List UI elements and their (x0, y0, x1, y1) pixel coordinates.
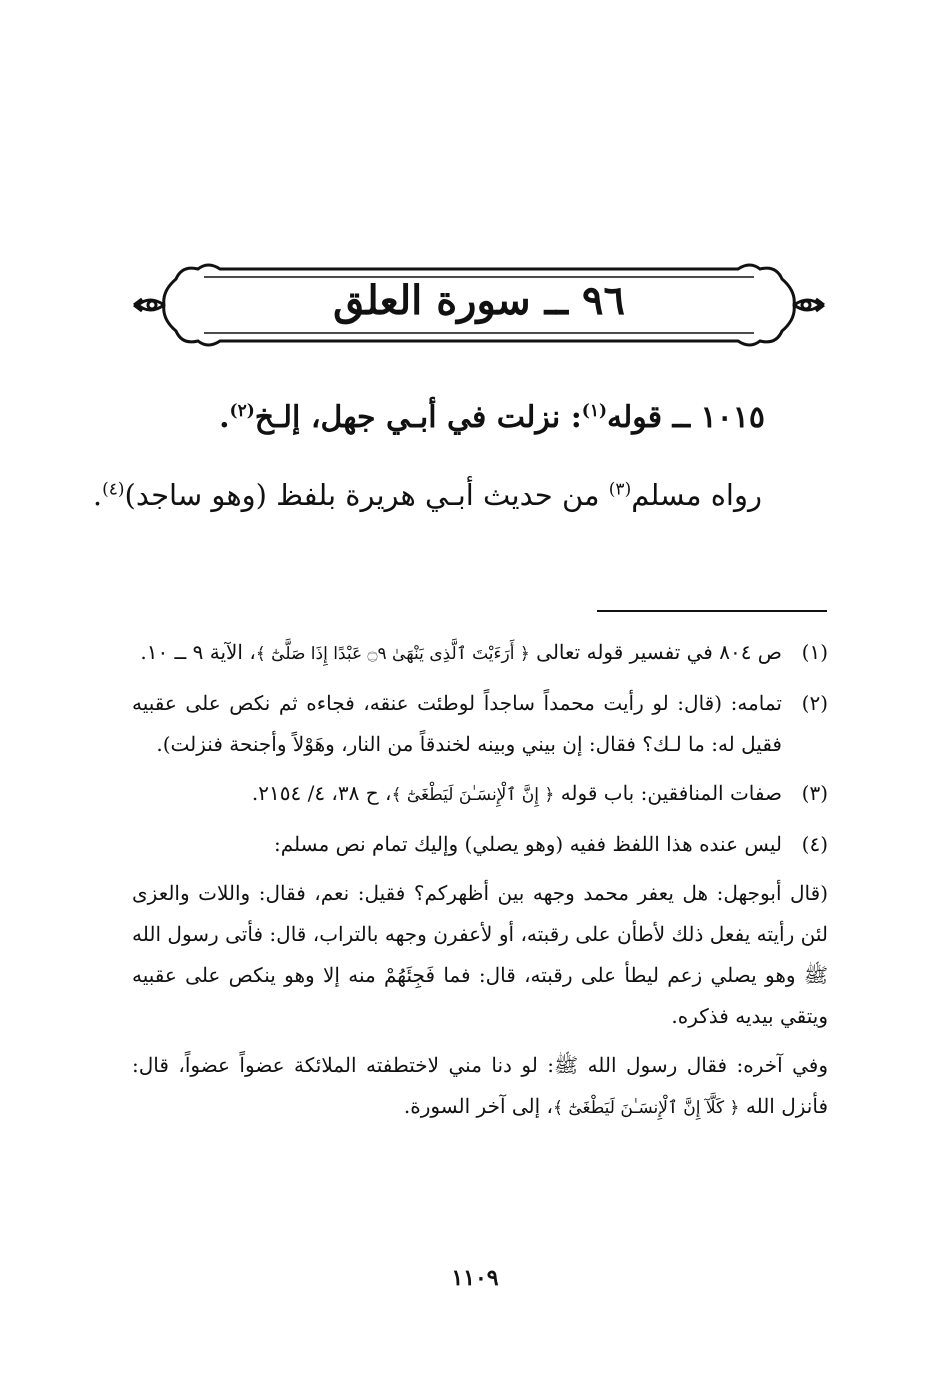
entry-line-2 (92, 478, 762, 512)
quran-verse: ﴿ كَلَّآ إِنَّ ٱلْإِنسَـٰنَ لَيَطْغَىٰٓ ﴾ (553, 1098, 740, 1118)
surah-title-frame (128, 255, 830, 355)
quran-verse: ﴿ إِنَّ ٱلْإِنسَـٰنَ لَيَطْغَىٰٓ ﴾ (391, 785, 555, 805)
narration-end-period: . (92, 478, 103, 512)
quran-verse: ﴿ أَرَءَيْتَ ٱلَّذِى يَنْهَىٰ ۝٩ عَبْدًا إِذَا صَلَّىٰٓ ﴾ (255, 644, 530, 664)
footnote-ref-2: (٢) (229, 401, 255, 421)
narration-text: رواه مسلم (631, 478, 762, 512)
footnote-1 (132, 632, 828, 675)
entry-end-period: . (219, 400, 230, 435)
footnote-3 (132, 773, 828, 816)
closing-text-end: ، إلى آخر السورة. (403, 1094, 553, 1118)
footnote-text: تمامه: (قال: لو رأيت محمداً ساجداً لوطئت عنقه، فجاءه ثم نكص على عقبيه فقيل له: ما لـك؟ فقال: إن بيني وبينه لخندقاً من النار، وهَوْلاً وأجنحة فنزلت). (132, 691, 782, 756)
entry-text: : نزلت في أبـي جهل، إلـخ (254, 400, 582, 435)
footnote-4 (132, 824, 828, 865)
entry-number-and-text: ١٠١٥ ــ قوله (607, 400, 765, 435)
footnote-text-end: ، الآية ٩ ــ ١٠. (140, 640, 256, 664)
surah-title: ٩٦ ــ سورة العلق (333, 277, 625, 324)
footnote-text: ص ٨٠٤ في تفسير قوله تعالى (536, 640, 782, 664)
footnote-ref-4: (٤) (102, 479, 125, 500)
footnote-number: (٤) (801, 832, 828, 856)
footnote-number: (٢) (801, 691, 828, 715)
footnotes-section (132, 632, 828, 1137)
footnote-text-end: ، ح ٣٨، ٤/ ٢١٥٤. (251, 781, 392, 805)
narration-text-2: من حديث أبـي هريرة بلفظ (وهو ساجد) (124, 478, 609, 512)
closing-text: وفي آخره: فقال رسول الله ﷺ: لو دنا مني لاختطفته الملائكة عضواً عضواً، قال: فأنزل الله (132, 1053, 828, 1118)
footnote-2 (132, 683, 828, 765)
footnote-number: (٣) (801, 781, 828, 805)
footnote-ref-3: (٣) (608, 479, 632, 500)
page-number: ١١٠٩ (451, 1265, 499, 1291)
closing-paragraph (132, 1045, 828, 1129)
footnote-separator (597, 610, 827, 612)
footnote-number: (١) (801, 640, 828, 664)
footnote-text: صفات المنافقين: باب قوله (560, 781, 782, 805)
footnote-ref-1: (١) (581, 401, 608, 421)
footnote-text: ليس عنده هذا اللفظ ففيه (وهو يصلي) وإليك تمام نص مسلم: (274, 832, 782, 856)
entry-line-1 (125, 400, 765, 435)
quote-paragraph: (قال أبوجهل: هل يعفر محمد وجهه بين أظهركم؟ فقيل: نعم، فقال: واللات والعزى لئن رأيته يفعل ذلك لأطأن على رقبته، أو لأعفرن وجهه بالتراب، قال: فأتى رسول الله ﷺ وهو يصلي زعم ليطأ على رقبته، قال: فما فَجِئَهُمْ منه إلا وهو ينكص على عقبيه ويتقي بيديه فذكره. (132, 881, 828, 1028)
